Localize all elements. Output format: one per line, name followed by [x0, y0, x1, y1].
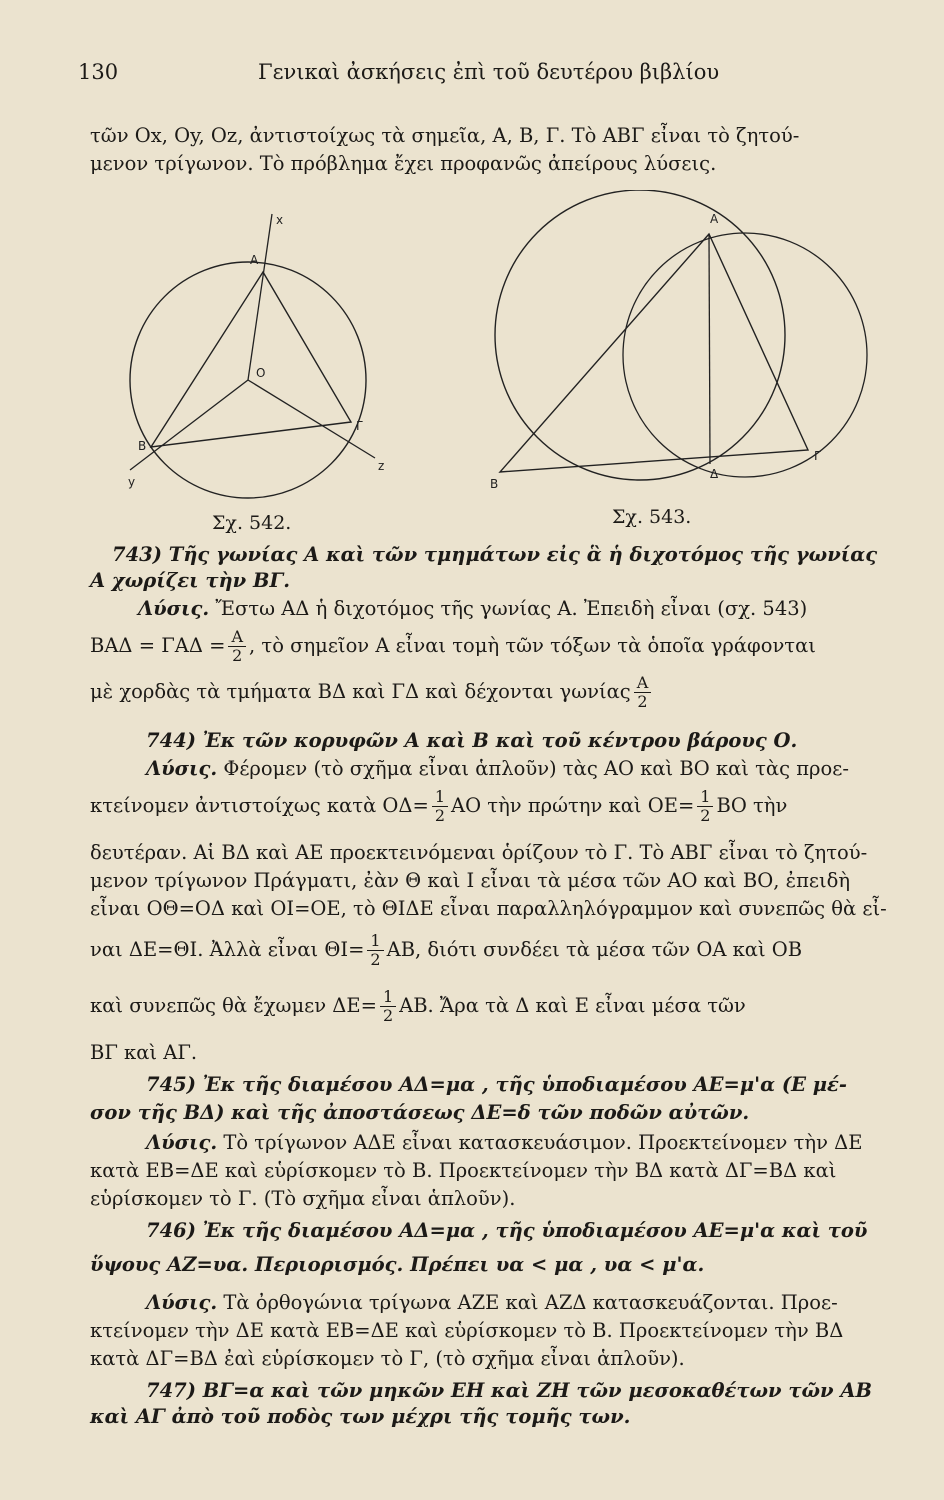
fig543-label-a: A	[710, 212, 719, 226]
p744-line-4: μενον τρίγωνον Πράγματι, ἐὰν Θ καὶ Ι εἶναι τὰ μέσα τῶν ΑΟ καὶ ΒΟ, ἐπειδὴ	[90, 869, 851, 892]
fig542-label-a: A	[250, 253, 259, 267]
p743-title-1: 743) Τῆς γωνίας Α καὶ τῶν τμημάτων εἰς ἃ ἡ διχοτόμος τῆς γωνίας	[112, 543, 878, 566]
fig542-caption: Σχ. 542.	[212, 512, 292, 534]
figure-543	[430, 190, 880, 500]
p746-line-1: Λύσις. Τὰ ὀρθογώνια τρίγωνα ΑΖΕ καὶ ΑΖΔ κατασκευάζονται. Προε-	[146, 1291, 838, 1314]
fig543-label-d: Δ	[710, 467, 719, 481]
fig542-label-y: y	[128, 475, 136, 489]
p745-line-3: εὑρίσκομεν τὸ Γ. (Τὸ σχῆμα εἶναι ἁπλοῦν).	[90, 1187, 516, 1210]
p744-title: 744) Ἐκ τῶν κορυφῶν Α καὶ Β καὶ τοῦ κέντρου βάρους Ο.	[146, 729, 798, 752]
p744-line-3: δευτέραν. Αἱ ΒΔ καὶ ΑΕ προεκτεινόμεναι ὁρίζουν τὸ Γ. Τὸ ΑΒΓ εἶναι τὸ ζητού-	[90, 841, 868, 864]
p744-line-7: καὶ συνεπῶς θὰ ἔχωμεν ΔΕ= $\frac{1}{2}$ ΑΒ. Ἄρα τὰ Δ καὶ Ε εἶναι μέσα τῶν	[90, 987, 746, 1025]
p745-title-1: 745) Ἐκ τῆς διαμέσου ΑΔ=μα , τῆς ὑποδιαμέσου ΑΕ=μ'α (Ε μέ-	[146, 1073, 848, 1096]
p745-line-1: Λύσις. Τὸ τρίγωνον ΑΔΕ εἶναι κατασκευάσιμον. Προεκτείνομεν τὴν ΔΕ	[146, 1131, 863, 1154]
p743-equation: ΒΑΔ = ΓΑΔ = $\frac{A}{2}$ , τὸ σημεῖον Α εἶναι τομὴ τῶν τόξων τὰ ὁποῖα γράφονται	[90, 627, 816, 665]
fig542-label-x: x	[276, 213, 284, 227]
p744-line-1: Λύσις. Φέρομεν (τὸ σχῆμα εἶναι ἁπλοῦν) τὰς ΑΟ καὶ ΒΟ καὶ τὰς προε-	[146, 757, 849, 780]
p743-title-2: Α χωρίζει τὴν ΒΓ.	[90, 569, 291, 592]
p745-line-2: κατὰ ΕΒ=ΔΕ καὶ εὑρίσκομεν τὸ Β. Προεκτείνομεν τὴν ΒΔ κατὰ ΔΓ=ΒΔ καὶ	[90, 1159, 837, 1182]
p744-line-5: εἶναι ΟΘ=ΟΔ καὶ ΟΙ=ΟΕ, τὸ ΘΙΔΕ εἶναι παραλληλόγραμμον καὶ συνεπῶς θὰ εἶ-	[90, 897, 887, 920]
fig542-label-b: B	[138, 439, 147, 453]
p743-line-4: μὲ χορδὰς τὰ τμήματα ΒΔ καὶ ΓΔ καὶ δέχονται γωνίας $\frac{A}{2}$	[90, 674, 654, 711]
figure-542	[120, 200, 410, 505]
p745-title-2: σον τῆς ΒΔ) καὶ τῆς ἀποστάσεως ΔΕ=δ τῶν ποδῶν αὐτῶν.	[90, 1101, 750, 1124]
p747-title-2: καὶ ΑΓ ἀπὸ τοῦ ποδὸς των μέχρι τῆς τομῆς των.	[90, 1405, 631, 1428]
p746-title-1: 746) Ἐκ τῆς διαμέσου ΑΔ=μα , τῆς ὑποδιαμέσου ΑΕ=μ'α καὶ τοῦ	[146, 1219, 868, 1242]
fig542-label-g: Γ	[356, 419, 363, 433]
p744-line-8: ΒΓ καὶ ΑΓ.	[90, 1041, 198, 1064]
page-number: 130	[78, 60, 119, 84]
p744-line-6: ναι ΔΕ=ΘΙ. Ἀλλὰ εἶναι ΘΙ= $\frac{1}{2}$ ΑΒ, διότι συνδέει τὰ μέσα τῶν ΟΑ καὶ ΟΒ	[90, 931, 803, 969]
p747-title-1: 747) ΒΓ=α καὶ τῶν μηκῶν ΕΗ καὶ ΖΗ τῶν μεσοκαθέτων τῶν ΑΒ	[146, 1379, 872, 1402]
intro-line-2: μενον τρίγωνον. Τὸ πρόβλημα ἔχει προφανῶς ἀπείρους λύσεις.	[90, 152, 717, 175]
fig543-arc-circle	[623, 233, 867, 477]
p746-line-2: κτείνομεν τὴν ΔΕ κατὰ ΕΒ=ΔΕ καὶ εὑρίσκομεν τὸ Β. Προεκτείνομεν τὴν ΒΔ	[90, 1319, 844, 1342]
fig542-label-z: z	[378, 459, 385, 473]
p746-line-3: κατὰ ΔΓ=ΒΔ ἐαὶ εὑρίσκομεν τὸ Γ, (τὸ σχῆμα εἶναι ἁπλοῦν).	[90, 1347, 685, 1370]
intro-line-1: τῶν Οx, Οy, Οz, ἀντιστοίχως τὰ σημεῖα, Α, Β, Γ. Τὸ ΑΒΓ εἶναι τὸ ζητού-	[90, 124, 800, 147]
p746-title-2: ὕψους ΑΖ=υα. Περιορισμός. Πρέπει υα < μα , υα < μ'α.	[90, 1253, 705, 1276]
fig542-label-o: O	[256, 366, 266, 380]
running-title: Γενικαὶ ἀσκήσεις ἐπὶ τοῦ δευτέρου βιβλίου	[258, 60, 720, 84]
p744-line-2: κτείνομεν ἀντιστοίχως κατὰ ΟΔ= $\frac{1}{2}$ ΑΟ τὴν πρώτην καὶ ΟΕ= $\frac{1}{2}$ ΒΟ τὴν	[90, 787, 788, 825]
fig543-caption: Σχ. 543.	[612, 506, 692, 528]
fig543-label-g: Γ	[814, 449, 821, 463]
fig542-ray-x	[248, 214, 272, 380]
page-header	[78, 60, 884, 94]
fig543-label-b: B	[490, 477, 499, 491]
fig542-ray-y	[130, 380, 248, 470]
p743-solution-1: Λύσις. Ἔστω ΑΔ ἡ διχοτόμος τῆς γωνίας Α. Ἐπειδὴ εἶναι (σχ. 543)	[138, 597, 808, 620]
fig543-bisector	[709, 234, 710, 464]
